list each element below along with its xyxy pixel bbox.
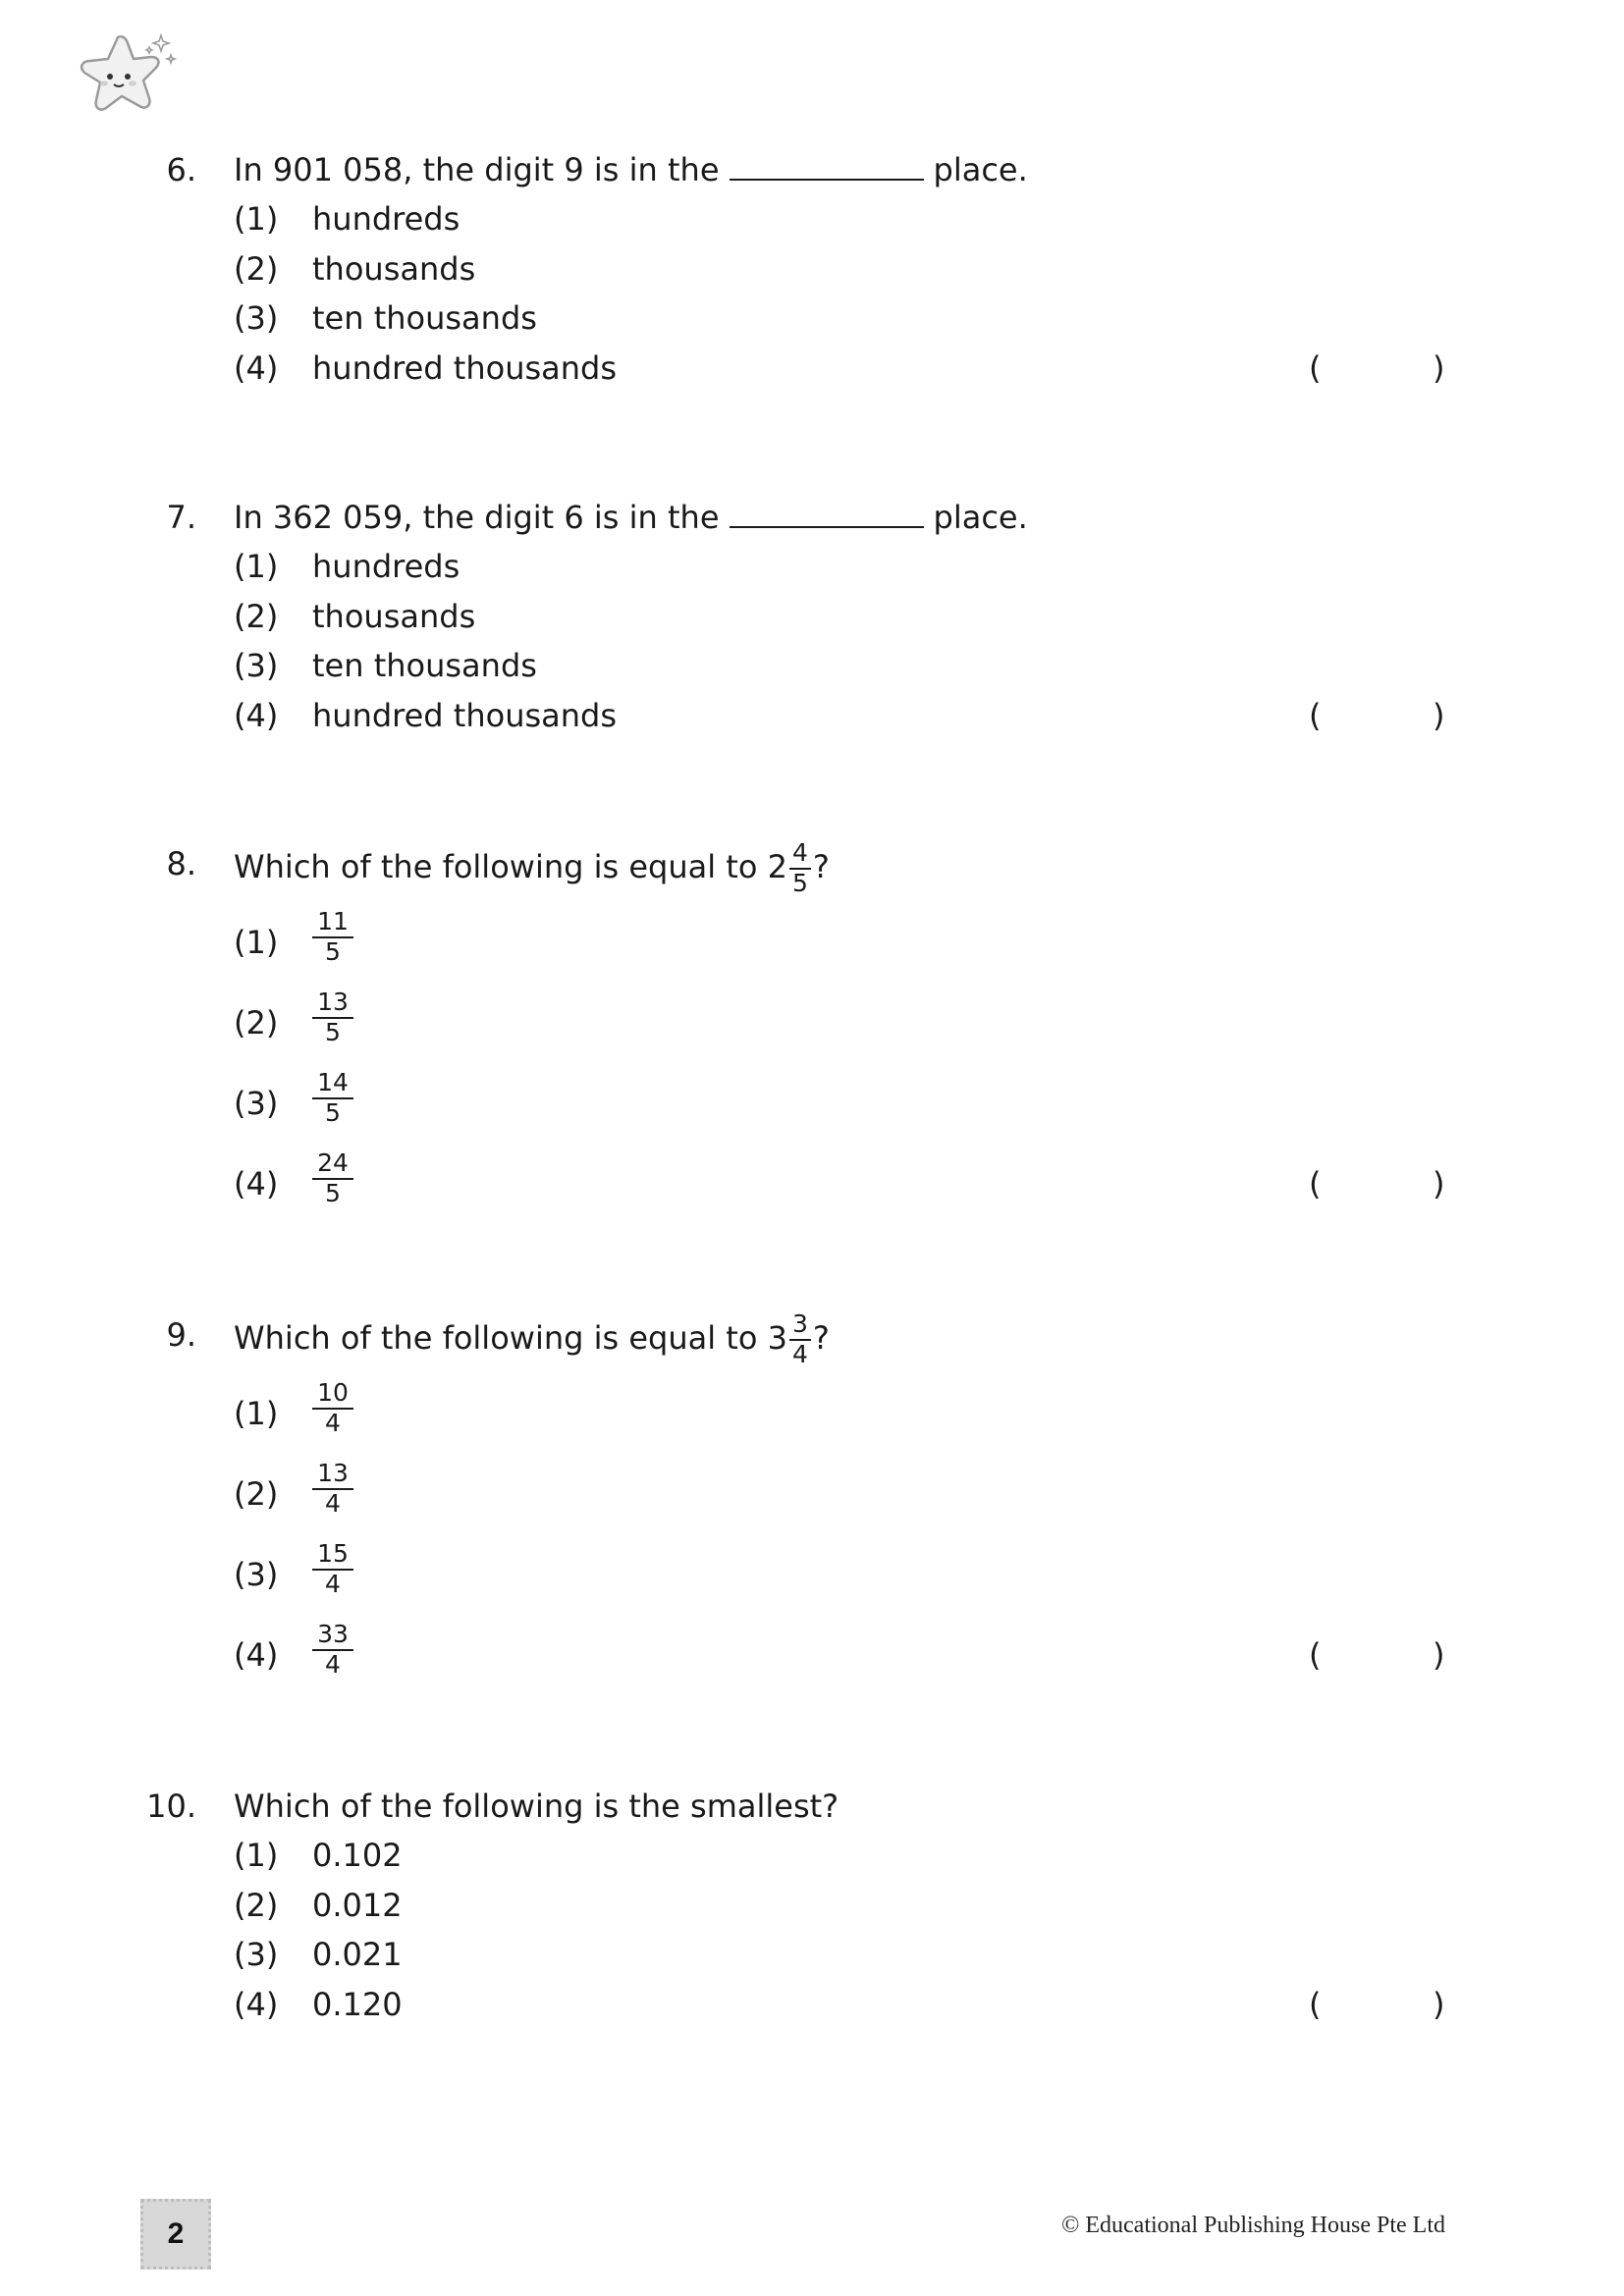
fraction-numerator: 4	[789, 839, 811, 870]
answer-paren-close: )	[1433, 349, 1445, 387]
answer-paren-open: (	[1309, 697, 1322, 734]
option-label: (1)	[234, 924, 279, 961]
question-number: 6.	[166, 151, 196, 188]
answer-paren-close: )	[1433, 1165, 1445, 1202]
answer-box[interactable]	[1326, 691, 1429, 740]
answer-paren-close: )	[1433, 1986, 1445, 2023]
fraction-numerator: 33	[312, 1621, 353, 1651]
question-stem-end: ?	[812, 1318, 830, 1357]
option-text[interactable]: 0.120	[312, 1986, 403, 2023]
option-fraction[interactable]	[312, 1149, 353, 1208]
option-text[interactable]: hundred thousands	[312, 349, 618, 387]
option-label: (1)	[234, 200, 279, 238]
option-fraction[interactable]	[312, 1621, 353, 1680]
copyright-notice: © Educational Publishing House Pte Ltd	[1061, 2213, 1445, 2238]
answer-paren-open: (	[1309, 349, 1322, 387]
option-label: (4)	[234, 1165, 279, 1202]
answer-paren-open: (	[1309, 1986, 1322, 2023]
option-fraction[interactable]	[312, 1540, 353, 1599]
answer-box[interactable]	[1326, 1980, 1429, 2029]
option-label: (1)	[234, 1837, 279, 1874]
question-stem: Which of the following is equal to 2	[234, 847, 787, 885]
question-number: 8.	[166, 845, 196, 882]
answer-paren-open: (	[1309, 1165, 1322, 1202]
answer-paren-close: )	[1433, 697, 1445, 734]
option-label: (1)	[234, 1395, 279, 1432]
fraction-denominator: 5	[791, 868, 808, 897]
option-label: (2)	[234, 1887, 279, 1924]
mixed-fraction	[789, 839, 811, 898]
option-text[interactable]: hundreds	[312, 200, 460, 238]
option-text[interactable]: 0.021	[312, 1936, 403, 1973]
option-label: (4)	[234, 697, 279, 734]
fraction-denominator: 4	[325, 1649, 341, 1679]
fraction-denominator: 5	[325, 1178, 341, 1207]
fraction-numerator: 11	[312, 908, 353, 938]
question-text	[234, 1309, 830, 1368]
option-label: (4)	[234, 1636, 279, 1674]
fraction-numerator: 13	[312, 988, 353, 1019]
fraction-numerator: 24	[312, 1149, 353, 1180]
option-label: (4)	[234, 1986, 279, 2023]
question-number: 7.	[166, 499, 196, 536]
answer-box[interactable]	[1326, 1159, 1429, 1208]
option-fraction[interactable]	[312, 1460, 353, 1519]
option-fraction[interactable]	[312, 988, 353, 1047]
fraction-numerator: 14	[312, 1069, 353, 1099]
option-text[interactable]: hundred thousands	[312, 697, 618, 734]
option-label: (2)	[234, 250, 279, 288]
option-text[interactable]: thousands	[312, 598, 476, 635]
option-label: (3)	[234, 647, 279, 684]
option-text[interactable]: 0.012	[312, 1887, 403, 1924]
question-number: 9.	[166, 1316, 196, 1354]
answer-box[interactable]	[1326, 1630, 1429, 1680]
option-text[interactable]: 0.102	[312, 1837, 403, 1874]
question-text	[234, 145, 1028, 194]
question-stem: Which of the following is equal to 3	[234, 1318, 787, 1357]
option-fraction[interactable]	[312, 908, 353, 967]
question-stem: In 362 059, the digit 6 is in the	[234, 499, 720, 536]
option-label: (3)	[234, 1936, 279, 1973]
fraction-numerator: 15	[312, 1540, 353, 1571]
mixed-fraction	[789, 1310, 811, 1369]
option-label: (3)	[234, 1556, 279, 1593]
fraction-denominator: 4	[325, 1569, 341, 1598]
option-label: (3)	[234, 1085, 279, 1122]
fraction-numerator: 13	[312, 1460, 353, 1490]
fraction-denominator: 4	[325, 1408, 341, 1437]
star-mascot-icon	[71, 27, 179, 126]
fraction-denominator: 5	[325, 1017, 341, 1046]
option-label: (3)	[234, 299, 279, 337]
option-label: (4)	[234, 349, 279, 387]
option-text[interactable]: hundreds	[312, 548, 460, 585]
question-number: 10.	[146, 1788, 196, 1825]
question-text	[234, 493, 1028, 542]
question-stem-end: ?	[812, 847, 830, 885]
fraction-denominator: 4	[325, 1488, 341, 1518]
answer-box[interactable]	[1326, 344, 1429, 393]
option-text[interactable]: ten thousands	[312, 299, 537, 337]
answer-blank[interactable]	[730, 149, 924, 181]
option-text[interactable]: thousands	[312, 250, 476, 288]
question-stem: In 901 058, the digit 9 is in the	[234, 151, 720, 188]
option-label: (1)	[234, 548, 279, 585]
fraction-numerator: 10	[312, 1379, 353, 1410]
question-stem-end: place.	[933, 151, 1028, 188]
fraction-numerator: 3	[789, 1310, 811, 1341]
option-fraction[interactable]	[312, 1069, 353, 1128]
option-text[interactable]: ten thousands	[312, 647, 537, 684]
answer-paren-open: (	[1309, 1636, 1322, 1674]
page-number: 2	[167, 2217, 185, 2250]
answer-blank[interactable]	[730, 497, 924, 528]
fraction-denominator: 5	[325, 936, 341, 966]
option-fraction[interactable]	[312, 1379, 353, 1438]
option-label: (2)	[234, 1475, 279, 1513]
answer-paren-close: )	[1433, 1636, 1445, 1674]
page-number-badge	[140, 2199, 211, 2269]
option-label: (2)	[234, 1004, 279, 1041]
question-text: Which of the following is the smallest?	[234, 1788, 839, 1825]
question-stem-end: place.	[933, 499, 1028, 536]
question-text	[234, 838, 830, 897]
fraction-denominator: 5	[325, 1097, 341, 1127]
fraction-denominator: 4	[791, 1339, 808, 1368]
option-label: (2)	[234, 598, 279, 635]
